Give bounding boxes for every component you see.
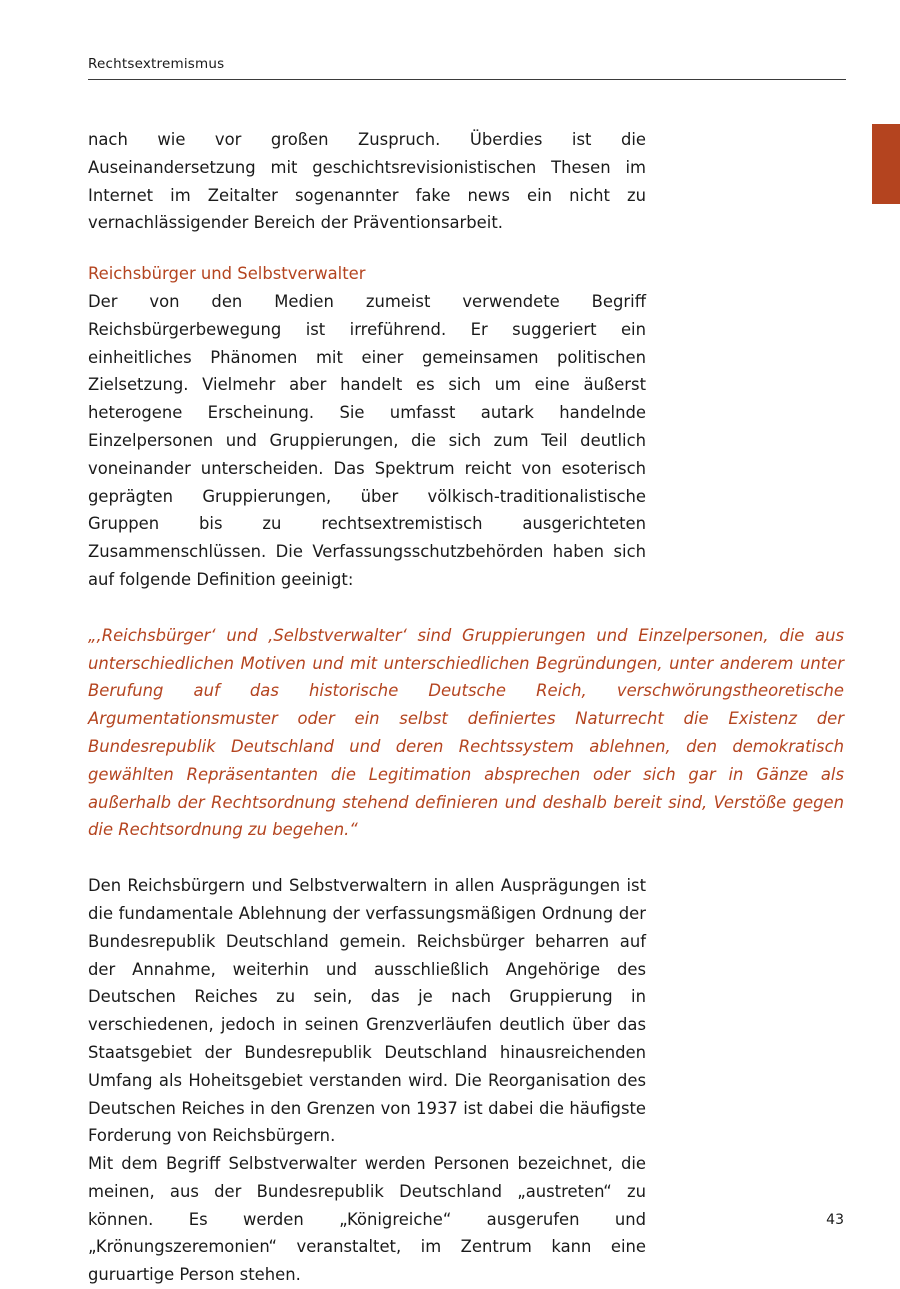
page-number: 43	[826, 1212, 844, 1228]
paragraph-reichsbuerger-definition-intro: Der von den Medien zumeist verwendete Begriff Reichsbürgerbewegung ist irreführend. Er suggeriert ein einheitliches Phänomen mit einer gemeinsamen politischen Zielsetzung. Vielmehr aber handelt es sich um eine äußerst heterogene Erscheinung. Sie umfasst autark handelnde Einzelpersonen und Gruppierungen, die sich zum Teil deutlich voneinander unterscheiden. Das Spektrum reicht von esoterisch geprägten Gruppierungen, über völkisch-traditionalistische Gruppen bis zu rechtsextremistisch ausgerichteten Zusammenschlüssen. Die Verfassungsschutzbehörden haben sich auf folgende Definition geeinigt:	[88, 291, 646, 589]
blockquote-wrapper	[88, 622, 844, 844]
running-header-title: Rechtsextremismus	[88, 56, 225, 72]
running-header	[88, 56, 846, 80]
header-divider	[88, 79, 846, 80]
chapter-tab-marker	[872, 124, 900, 204]
section-heading: Reichsbürger und Selbstverwalter	[88, 264, 366, 284]
section-heading-wrapper	[88, 260, 646, 288]
paragraph-ablehnung-ordnung: Den Reichsbürgern und Selbstverwaltern in allen Ausprägungen ist die fundamentale Ablehnung der verfassungsmäßigen Ordnung der Bundesrepublik Deutschland gemein. Reichsbürger beharren auf der Annahme, weiterhin und ausschließlich Angehörige des Deutschen Reiches zu sein, das je nach Gruppierung in verschiedenen, jedoch in seinen Grenzverläufen deutlich über das Staatsgebiet der Bundesrepublik Deutschland hinausreichenden Umfang als Hoheitsgebiet verstanden wird. Die Reorganisation des Deutschen Reiches in den Grenzen von 1937 ist dabei die häufigste Forderung von Reichsbürgern.	[88, 876, 646, 1146]
paragraph-continuation: nach wie vor großen Zuspruch. Überdies ist die Auseinandersetzung mit geschichtsrevisionistischen Thesen im Internet im Zeitalter sogenannter fake news ein nicht zu vernachlässigender Bereich der Präventionsarbeit.	[88, 130, 646, 233]
blockquote-definition: „‚Reichsbürger‘ und ‚Selbstverwalter‘ sind Gruppierungen und Einzelpersonen, die aus unterschiedlichen Motiven und mit unterschiedlichen Begründungen, unter anderem unter Berufung auf das historische Deutsche Reich, verschwörungstheoretische Argumentationsmuster oder ein selbst definiertes Naturrecht die Existenz der Bundesrepublik Deutschland und deren Rechtssystem ablehnen, den demokratisch gewählten Repräsentanten die Legitimation absprechen oder sich gar in Gänze als außerhalb der Rechtsordnung stehend definieren und deshalb bereit sind, Verstöße gegen die Rechtsordnung zu begehen.“	[88, 625, 844, 840]
paragraph-selbstverwalter: Mit dem Begriff Selbstverwalter werden Personen bezeichnet, die meinen, aus der Bundesrepublik Deutschland „austreten“ zu können. Es werden „Königreiche“ ausgerufen und „Krönungszeremonien“ veranstaltet, im Zentrum kann eine guruartige Person stehen.	[88, 1154, 646, 1285]
